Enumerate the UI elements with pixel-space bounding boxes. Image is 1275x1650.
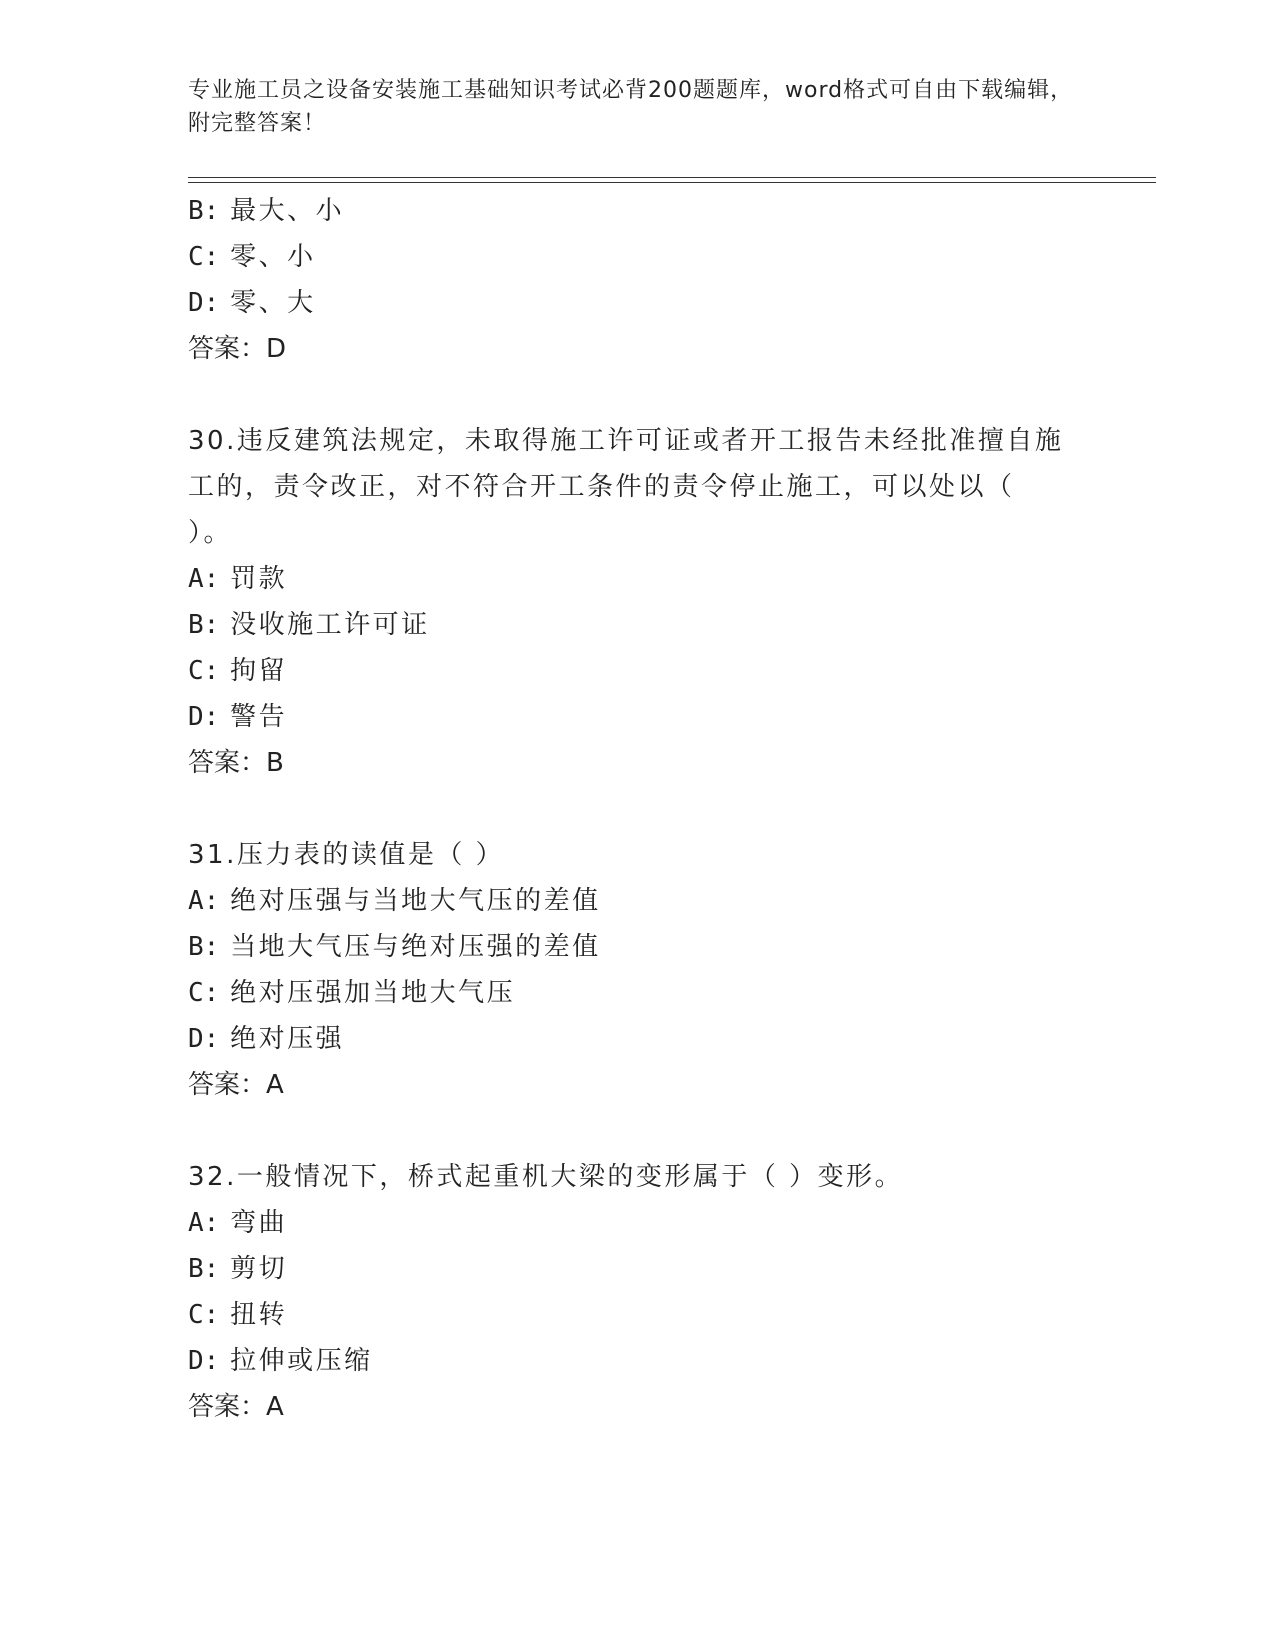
option-b: B: 当地大气压与绝对压强的差值 — [188, 932, 601, 962]
option-c: C: 绝对压强加当地大气压 — [188, 978, 516, 1008]
option-c: C: 扭转 — [188, 1300, 288, 1330]
document-header: 专业施工员之设备安装施工基础知识考试必背200题题库，word格式可自由下载编辑，附完整答案！ — [188, 78, 1074, 136]
option-b: B: 最大、小 — [188, 196, 345, 226]
option-a: A: 罚款 — [188, 564, 288, 594]
option-d: D: 绝对压强 — [188, 1024, 345, 1054]
header-rule-top — [188, 177, 1156, 178]
question-29-continued — [188, 188, 1088, 372]
question-30 — [188, 418, 1088, 786]
question-stem: 32.一般情况下，桥式起重机大梁的变形属于（ ）变形。 — [188, 1162, 904, 1192]
question-list — [188, 188, 1088, 1430]
option-a: A: 绝对压强与当地大气压的差值 — [188, 886, 601, 916]
answer: 答案：A — [188, 1392, 284, 1422]
option-b: B: 没收施工许可证 — [188, 610, 430, 640]
answer: 答案：A — [188, 1070, 284, 1100]
question-stem: 31.压力表的读值是（ ） — [188, 840, 505, 870]
question-32 — [188, 1154, 1088, 1430]
answer: 答案：D — [188, 334, 287, 364]
option-c: C: 拘留 — [188, 656, 288, 686]
question-stem: 30.违反建筑法规定，未取得施工许可证或者开工报告未经批准擅自施工的，责令改正，对不符合开工条件的责令停止施工，可以处以（ ）。 — [188, 426, 1064, 548]
header-rule-bottom — [188, 182, 1156, 183]
question-31 — [188, 832, 1088, 1108]
option-d: D: 拉伸或压缩 — [188, 1346, 373, 1376]
option-d: D: 零、大 — [188, 288, 316, 318]
option-b: B: 剪切 — [188, 1254, 288, 1284]
answer: 答案：B — [188, 748, 284, 778]
option-c: C: 零、小 — [188, 242, 316, 272]
option-a: A: 弯曲 — [188, 1208, 288, 1238]
option-d: D: 警告 — [188, 702, 288, 732]
